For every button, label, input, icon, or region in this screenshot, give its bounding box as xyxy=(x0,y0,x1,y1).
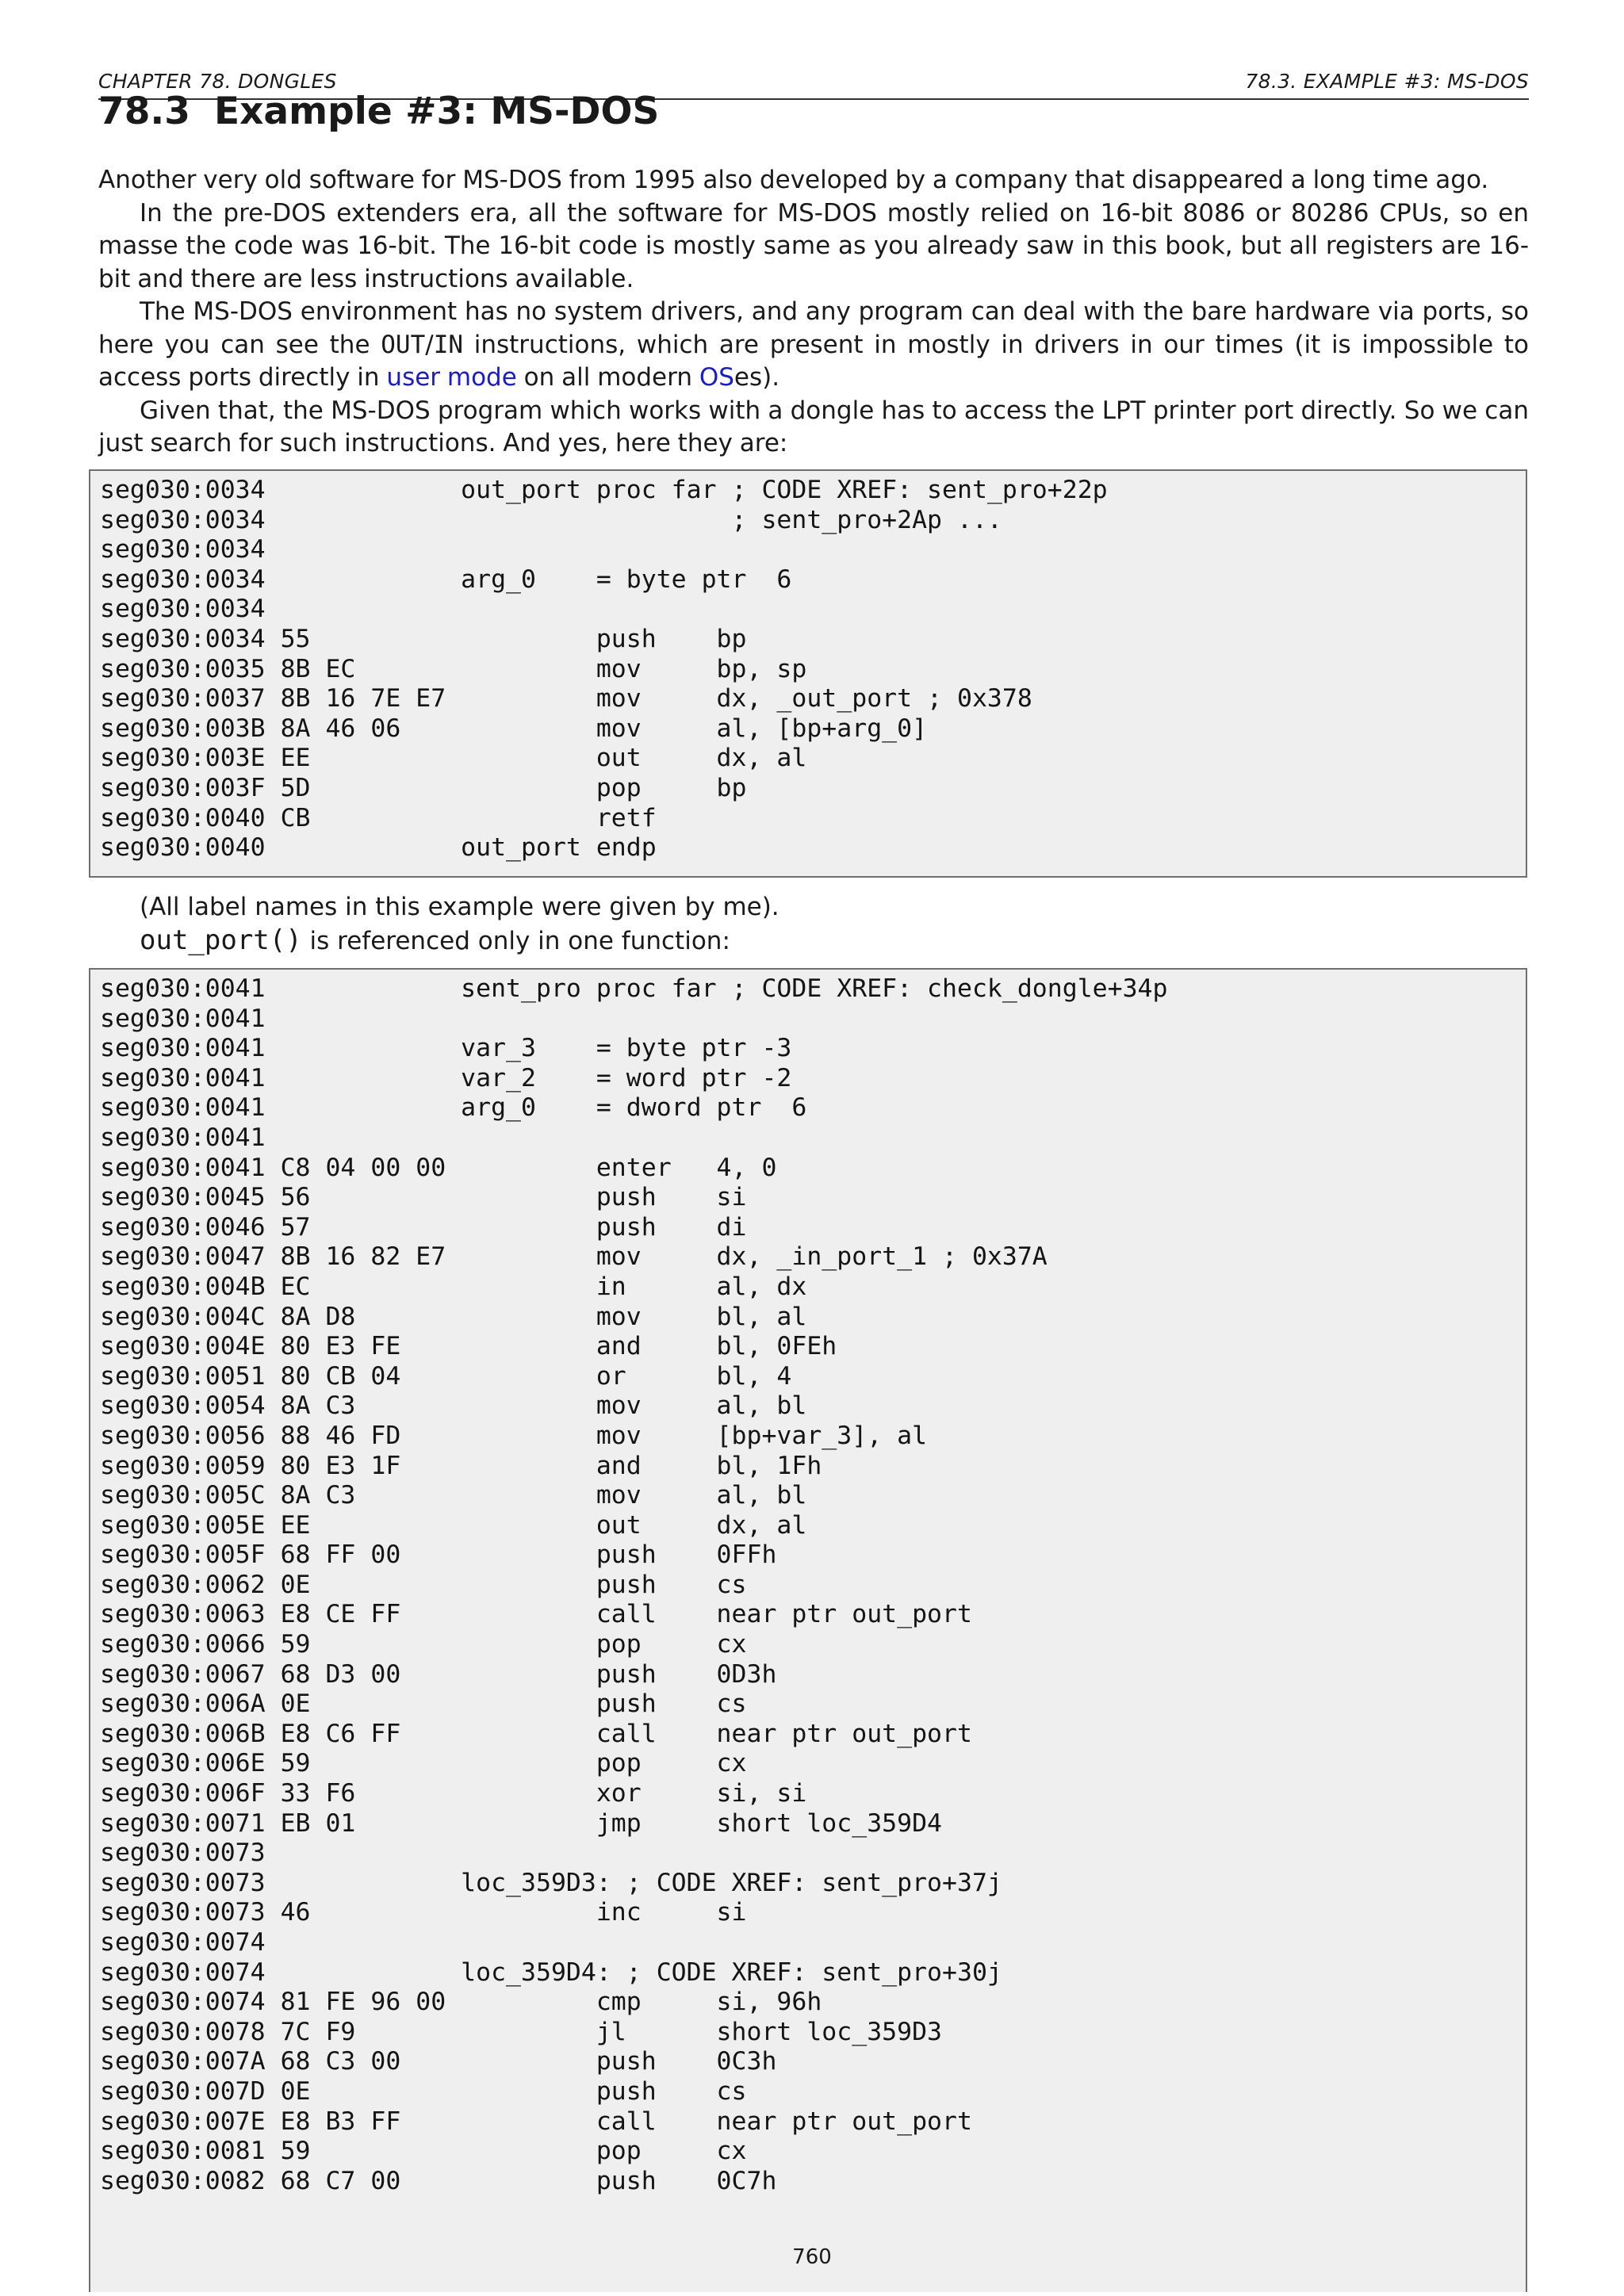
code-line: seg030:0034 out_port proc far ; CODE XREF: sent_pro+22p xyxy=(100,476,1108,504)
code-line: seg030:0040 CB retf xyxy=(100,803,657,832)
code-line: seg030:004C 8A D8 mov bl, al xyxy=(100,1302,807,1331)
slash: / xyxy=(425,330,434,359)
code-line: seg030:0041 sent_pro proc far ; CODE XREF: check_dongle+34p xyxy=(100,974,1168,1003)
code-listing-sent-pro xyxy=(89,968,1527,2292)
code-line: seg030:006A 0E push cs xyxy=(100,1689,747,1719)
paragraph-3-part-d: es). xyxy=(733,363,780,392)
header-chapter: CHAPTER 78. DONGLES xyxy=(98,70,337,93)
code-line: seg030:0074 xyxy=(100,1928,266,1957)
code-line: seg030:003B 8A 46 06 mov al, [bp+arg_0] xyxy=(100,714,928,743)
page-number: 760 xyxy=(792,2245,832,2269)
code-line: seg030:005E EE out dx, al xyxy=(100,1510,807,1540)
code-line: seg030:005F 68 FF 00 push 0FFh xyxy=(100,1540,777,1570)
code-line: seg030:004B EC in al, dx xyxy=(100,1272,807,1301)
code-line: seg030:004E 80 E3 FE and bl, 0FEh xyxy=(100,1332,837,1361)
code-line: seg030:0041 var_3 = byte ptr -3 xyxy=(100,1034,792,1063)
out-instruction: OUT xyxy=(381,330,426,359)
paragraph-4: Given that, the MS-DOS program which works with a dongle has to access the LPT printer port directly. So we can just search for such instructions. And yes, here they are: xyxy=(98,396,1529,457)
code-line: seg030:0041 var_2 = word ptr -2 xyxy=(100,1063,792,1093)
code-line: seg030:007E E8 B3 FF call near ptr out_port xyxy=(100,2107,972,2136)
code-line: seg030:0073 xyxy=(100,1839,266,1868)
code-line: seg030:0074 loc_359D4: ; CODE XREF: sent_pro+30j xyxy=(100,1957,1002,1987)
code-line: seg030:0067 68 D3 00 push 0D3h xyxy=(100,1659,777,1689)
code-line: seg030:0066 59 pop cx xyxy=(100,1630,747,1659)
code-line: seg030:0071 EB 01 jmp short loc_359D4 xyxy=(100,1808,943,1838)
reference-note xyxy=(140,924,1529,959)
code-line: seg030:006B E8 C6 FF call near ptr out_port xyxy=(100,1719,972,1748)
user-mode-link[interactable]: user mode xyxy=(386,363,517,392)
code-line: seg030:006E 59 pop cx xyxy=(100,1749,747,1778)
os-link[interactable]: OS xyxy=(699,363,734,392)
section-title-text: Example #3: MS-DOS xyxy=(214,90,660,133)
paragraph-1: Another very old software for MS-DOS from 1995 also developed by a company that disappeared a long time ago. xyxy=(98,166,1489,194)
code-line: seg030:0045 56 push si xyxy=(100,1183,747,1212)
code-line: seg030:006F 33 F6 xor si, si xyxy=(100,1779,807,1808)
code-line: seg030:0082 68 C7 00 push 0C7h xyxy=(100,2166,777,2195)
code-line: seg030:0034 ; sent_pro+2Ap ... xyxy=(100,505,1002,534)
code-line: seg030:0034 xyxy=(100,535,266,564)
code-line: seg030:0073 46 inc si xyxy=(100,1898,747,1927)
in-instruction: IN xyxy=(433,330,464,359)
code-line: seg030:0054 8A C3 mov al, bl xyxy=(100,1391,807,1421)
code-line: seg030:0034 55 push bp xyxy=(100,624,747,653)
out-port-function: out_port() xyxy=(140,924,302,956)
paragraph-3-part-c: on all modern xyxy=(516,363,699,392)
code-line: seg030:0059 80 E3 1F and bl, 1Fh xyxy=(100,1451,822,1480)
code-line: seg030:003F 5D pop bp xyxy=(100,773,747,802)
code-line: seg030:0056 88 46 FD mov [bp+var_3], al xyxy=(100,1421,928,1450)
code-line: seg030:005C 8A C3 mov al, bl xyxy=(100,1481,807,1510)
code-line: seg030:0041 arg_0 = dword ptr 6 xyxy=(100,1093,807,1123)
code-line: seg030:0081 59 pop cx xyxy=(100,2137,747,2166)
label-names-note: (All label names in this example were given by me). xyxy=(140,893,779,921)
code-line: seg030:0073 loc_359D3: ; CODE XREF: sent_pro+37j xyxy=(100,1868,1002,1897)
code-line: seg030:0047 8B 16 82 E7 mov dx, _in_port_1 ; 0x37A xyxy=(100,1242,1048,1272)
code-line: seg030:003E EE out dx, al xyxy=(100,744,807,773)
code-line: seg030:0062 0E push cs xyxy=(100,1570,747,1599)
code-line: seg030:0040 out_port endp xyxy=(100,833,657,863)
code-line: seg030:0041 xyxy=(100,1004,266,1033)
intro-text xyxy=(98,164,1529,461)
code-listing-1-text xyxy=(100,476,1526,863)
code-listing-2-text xyxy=(100,974,1526,2196)
listing-notes xyxy=(140,891,1529,958)
paragraph-3 xyxy=(98,296,1529,395)
code-line: seg030:0037 8B 16 7E E7 mov dx, _out_port ; 0x378 xyxy=(100,684,1032,714)
code-line: seg030:0063 E8 CE FF call near ptr out_port xyxy=(100,1600,972,1629)
header-section: 78.3. EXAMPLE #3: MS-DOS xyxy=(1245,70,1529,93)
section-title xyxy=(98,87,659,136)
paragraph-3-part-b: instructions, which are present in mostly in drivers in our times (it is impossible to access ports directly in xyxy=(98,330,1529,392)
code-line: seg030:0051 80 CB 04 or bl, 4 xyxy=(100,1361,792,1391)
code-line: seg030:0078 7C F9 jl short loc_359D3 xyxy=(100,2017,943,2046)
code-line: seg030:007D 0E push cs xyxy=(100,2076,747,2106)
section-number: 78.3 xyxy=(98,90,190,133)
paragraph-2: In the pre-DOS extenders era, all the software for MS-DOS mostly relied on 16-bit 8086 or 80286 CPUs, so en masse the code was 16-bit. The 16-bit code is mostly same as you already saw in this book, but all registers are 16-bit and there are less instructions available. xyxy=(98,198,1529,293)
reference-note-text: is referenced only in one function: xyxy=(301,926,730,955)
code-line: seg030:0034 arg_0 = byte ptr 6 xyxy=(100,564,792,594)
code-line: seg030:0041 C8 04 00 00 enter 4, 0 xyxy=(100,1153,777,1182)
code-line: seg030:0035 8B EC mov bp, sp xyxy=(100,654,807,683)
code-listing-out-port xyxy=(89,469,1527,878)
code-line: seg030:0046 57 push di xyxy=(100,1212,747,1242)
code-line: seg030:0034 xyxy=(100,595,266,624)
code-line: seg030:0074 81 FE 96 00 cmp si, 96h xyxy=(100,1988,822,2017)
code-line: seg030:007A 68 C3 00 push 0C3h xyxy=(100,2047,777,2076)
code-line: seg030:0041 xyxy=(100,1123,266,1152)
paragraph-3-part-a: The MS-DOS environment has no system drivers, and any program can deal with the bare hardware via ports, so here you can see the xyxy=(98,297,1529,359)
